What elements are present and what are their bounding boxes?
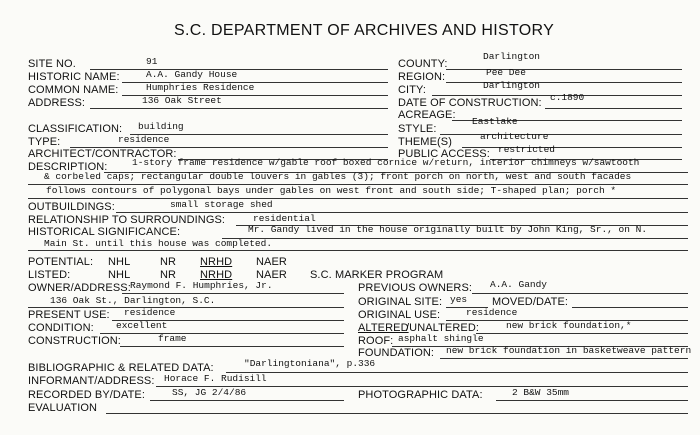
common-name-value: Humphries Residence [146, 82, 255, 93]
photographic-data-label: PHOTOGRAPHIC DATA: [358, 389, 483, 401]
address-line [90, 108, 388, 109]
listed-nhl: NHL [108, 269, 131, 281]
foundation-label: FOUNDATION: [358, 347, 435, 359]
construction-line [120, 346, 344, 347]
region-value: Pee Dee [486, 67, 526, 78]
county-line [446, 69, 682, 70]
relationship-label: RELATIONSHIP TO SURROUNDINGS: [28, 214, 226, 226]
type-value: residence [118, 134, 170, 145]
original-site-label: ORIGINAL SITE: [358, 296, 443, 308]
listed-naer: NAER [256, 269, 287, 281]
original-site-value: yes [450, 294, 468, 305]
original-use-value: residence [466, 307, 518, 318]
previous-owners-value: A.A. Gandy [490, 279, 548, 290]
roof-label: ROOF: [358, 335, 394, 347]
original-use-label: ORIGINAL USE: [358, 309, 441, 321]
page-title: S.C. DEPARTMENT OF ARCHIVES AND HISTORY [174, 22, 555, 39]
description-line-3: follows contours of polygonal bays under gables on west front and south side; T-shaped plan; porch * [46, 185, 617, 196]
owner-rule-1 [122, 293, 344, 294]
owner-address-label: OWNER/ADDRESS: [28, 282, 131, 294]
evaluation-line [106, 413, 688, 414]
description-line-1: 1-story frame residence w/gable roof boxed cornice w/return, interior chimneys w/sawtooth [132, 157, 640, 168]
construction-value: frame [158, 333, 187, 344]
common-name-label: COMMON NAME: [28, 84, 119, 96]
historic-name-value: A.A. Gandy House [146, 69, 238, 80]
city-label: CITY: [398, 84, 427, 96]
marker-program-label: S.C. MARKER PROGRAM [310, 269, 444, 281]
informant-label: INFORMANT/ADDRESS: [28, 375, 155, 387]
present-use-label: PRESENT USE: [28, 309, 110, 321]
historical-significance-label: HISTORICAL SIGNIFICANCE: [28, 226, 181, 238]
architect-label: ARCHITECT/CONTRACTOR: [28, 148, 177, 160]
present-use-value: residence [124, 307, 176, 318]
potential-naer: NAER [256, 256, 287, 268]
photographic-data-value: 2 B&W 35mm [512, 387, 570, 398]
classification-value: building [138, 121, 184, 132]
outbuildings-value: small storage shed [170, 199, 273, 210]
site-no-line [90, 69, 388, 70]
moved-date-line [572, 307, 688, 308]
condition-value: excellent [116, 320, 168, 331]
outbuildings-label: OUTBUILDINGS: [28, 201, 115, 213]
listed-label: LISTED: [28, 269, 71, 281]
date-of-construction-line [545, 108, 682, 109]
public-access-label: PUBLIC ACCESS: [398, 148, 490, 160]
potential-nhl: NHL [108, 256, 131, 268]
historical-significance-line-1: Mr. Gandy lived in the house originally built by John King, Sr., on N. [248, 224, 648, 235]
type-label: TYPE: [28, 136, 61, 148]
classification-label: CLASSIFICATION: [28, 123, 123, 135]
bibliographic-label: BIBLIOGRAPHIC & RELATED DATA: [28, 362, 214, 374]
themes-label: THEME(S) [398, 136, 452, 148]
altered-value: new brick foundation,* [506, 320, 632, 331]
informant-value: Horace F. Rudisill [164, 373, 267, 384]
unaltered-label: /UNALTERED: [406, 322, 480, 334]
recorded-by-value: SS, JG 2/4/86 [172, 387, 247, 398]
bibliographic-value: "Darlingtoniana", p.336 [244, 358, 376, 369]
address-value: 136 Oak Street [142, 95, 222, 106]
recorded-by-label: RECORDED BY/DATE: [28, 389, 146, 401]
potential-label: POTENTIAL: [28, 256, 94, 268]
previous-owners-label: PREVIOUS OWNERS: [358, 282, 473, 294]
altered-label: ALTERED [358, 322, 409, 334]
acreage-label: ACREAGE: [398, 109, 456, 121]
construction-label: CONSTRUCTION: [28, 335, 121, 347]
public-access-value: restricted [498, 144, 556, 155]
moved-date-label: MOVED/DATE: [492, 296, 569, 308]
region-label: REGION: [398, 71, 446, 83]
condition-line [100, 333, 344, 334]
date-of-construction-value: c.1890 [550, 92, 585, 103]
site-no-value: 91 [146, 56, 158, 67]
foundation-value: new brick foundation in basketweave pattern [446, 345, 692, 356]
photographic-data-line [496, 400, 688, 401]
potential-nr: NR [160, 256, 177, 268]
listed-nr: NR [160, 269, 177, 281]
date-of-construction-label: DATE OF CONSTRUCTION: [398, 97, 542, 109]
historical-significance-rule-2 [28, 250, 688, 251]
historical-significance-line-2: Main St. until this house was completed. [44, 238, 273, 249]
roof-value: asphalt shingle [398, 333, 484, 344]
historic-name-label: HISTORIC NAME: [28, 71, 120, 83]
owner-rule-2 [28, 307, 344, 308]
condition-label: CONDITION: [28, 322, 94, 334]
outbuildings-line [116, 212, 688, 213]
description-rule-3 [28, 198, 688, 199]
description-label: DESCRIPTION: [28, 161, 108, 173]
evaluation-label: EVALUATION [28, 402, 98, 414]
recorded-by-line [150, 400, 344, 401]
potential-nrhd: NRHD [200, 256, 233, 268]
county-value: Darlington [483, 51, 541, 62]
foundation-line [440, 358, 688, 359]
relationship-value: residential [253, 213, 316, 224]
style-line [440, 134, 682, 135]
site-no-label: SITE NO. [28, 58, 76, 70]
style-label: STYLE: [398, 123, 437, 135]
previous-owners-line [472, 293, 688, 294]
description-line-2: & corbeled caps; rectangular double louvers in gables (3); front porch on north, west and south facades [44, 171, 632, 182]
themes-line [462, 147, 682, 148]
city-value: Darlington [483, 80, 541, 91]
owner-line-1: Raymond F. Humphries, Jr. [130, 280, 273, 291]
owner-line-2: 136 Oak St., Darlington, S.C. [50, 295, 216, 306]
county-label: COUNTY: [398, 58, 448, 70]
bibliographic-line [226, 372, 688, 373]
altered-line [476, 333, 688, 334]
style-value: Eastlake [472, 116, 518, 127]
listed-nrhd: NRHD [200, 269, 233, 281]
themes-value: architecture [480, 131, 549, 142]
region-line [446, 82, 682, 83]
address-label: ADDRESS: [28, 97, 86, 109]
historical-significance-rule-1 [222, 238, 688, 239]
